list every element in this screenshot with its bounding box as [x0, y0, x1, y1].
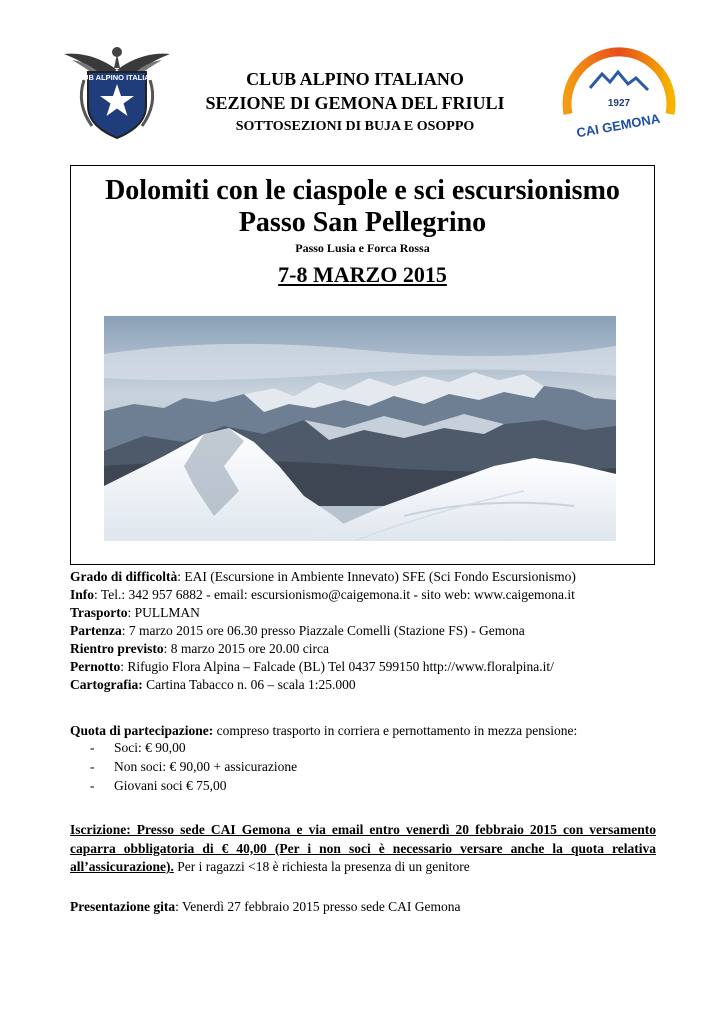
detail-difficulty: Grado di difficoltà: EAI (Escursione in Ambiente Innevato) SFE (Sci Fondo Escursionismo) [70, 569, 576, 584]
detail-map: Cartografia: Cartina Tabacco n. 06 – scala 1:25.000 [70, 677, 356, 692]
detail-departure: Partenza: 7 marzo 2015 ore 06.30 presso Piazzale Comelli (Stazione FS) - Gemona [70, 623, 525, 638]
quota-item-non-soci: Non soci: € 90,00 + assicurazione [114, 759, 298, 774]
cai-gemona-logo [556, 44, 682, 140]
quota-item-giovani: Giovani soci € 75,00 [114, 778, 227, 793]
list-dash: - [90, 759, 95, 774]
detail-overnight: Pernotto: Rifugio Flora Alpina – Falcade (BL) Tel 0437 599150 http://www.floralpina.it/ [70, 659, 554, 674]
svg-text:CLUB ALPINO ITALIANO: CLUB ALPINO ITALIANO [73, 73, 161, 82]
svg-text:1927: 1927 [607, 98, 631, 109]
quota-heading: Quota di partecipazione: compreso trasporto in corriera e pernottamento in mezza pensione: [70, 723, 578, 738]
presentation-line: Presentazione gita: Venerdì 27 febbraio 2015 presso sede CAI Gemona [70, 899, 461, 914]
event-date: 7-8 MARZO 2015 [278, 262, 447, 287]
detail-info: Info: Tel.: 342 957 6882 - email: escursionismo@caigemona.it - sito web: www.caigemona.it [70, 587, 575, 602]
event-title-line2: Passo San Pellegrino [238, 207, 487, 238]
detail-transport: Trasporto: PULLMAN [70, 605, 200, 620]
detail-return: Rientro previsto: 8 marzo 2015 ore 20.00 circa [70, 641, 329, 656]
section-name: SEZIONE DI GEMONA DEL FRIULI [205, 93, 505, 113]
club-name: CLUB ALPINO ITALIANO [246, 69, 464, 89]
mountain-photo [104, 316, 616, 541]
svg-text:CAI GEMONA: CAI GEMONA [575, 110, 662, 140]
quota-item-soci: Soci: € 90,00 [114, 740, 186, 755]
list-dash: - [90, 740, 95, 755]
subsection-name: SOTTOSEZIONI DI BUJA E OSOPPO [235, 119, 475, 134]
event-subtitle: Passo Lusia e Forca Rossa [295, 241, 430, 255]
list-dash: - [90, 778, 95, 793]
title-box [70, 165, 655, 565]
event-title-line1: Dolomiti con le ciaspole e sci escursionismo [105, 175, 620, 206]
registration-paragraph: Iscrizione: Presso sede CAI Gemona e via email entro venerdì 20 febbraio 2015 con versamento caparra obbligatoria di € 40,00 (Per i non soci è necessario versare anche la quota relativa all’assicurazione). Per i ragazzi <18 è richiesta la presenza di un genitore [70, 822, 656, 874]
